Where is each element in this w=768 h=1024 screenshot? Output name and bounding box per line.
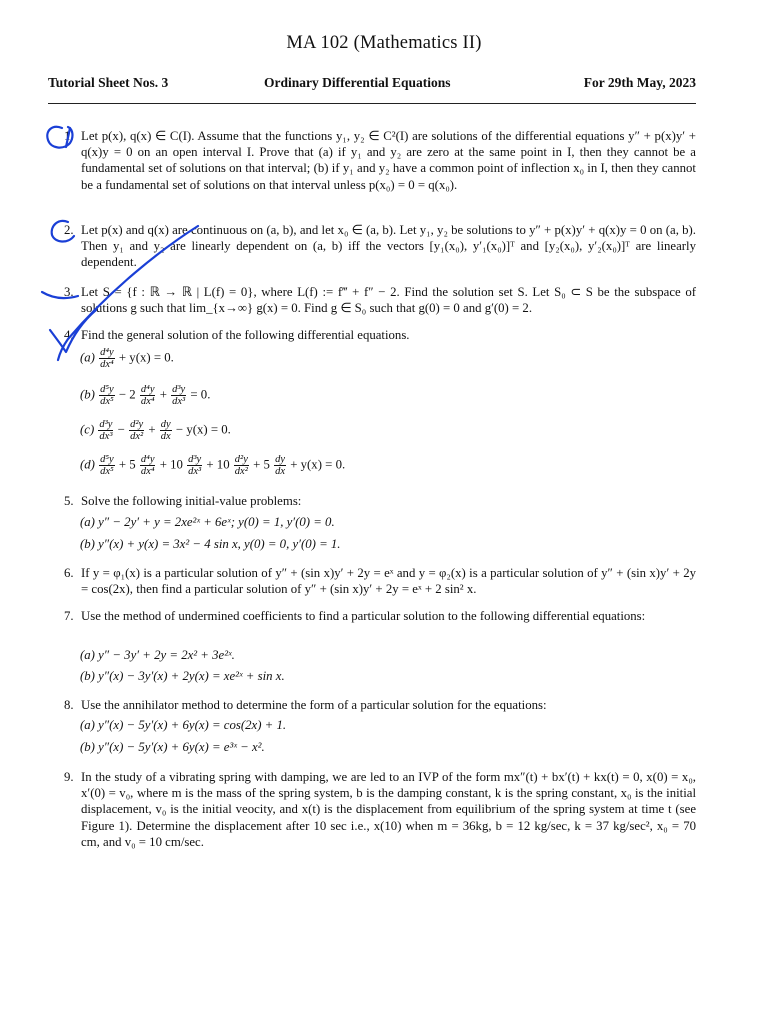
equation: y″(x) − 5y′(x) + 6y(x) = cos(2x) + 1.	[98, 718, 287, 732]
derivative-fraction: $\frac{\text{d⁴y}}{\text{dx⁴}}$	[100, 347, 114, 370]
problem-text: In the study of a vibrating spring with damping, we are led to an IVP of the form mx″(t) + bx′(t) + kx(t) = 0, x(0) = x₀, x′(0) = v₀, where m is the mass of the spring system, b is the damping constant, k is the spring constant, x₀ is the initial displacement, v₀ is the initial veocity, and x(t) is the displacement from equilibrium of the spring system at time t (see Figure 1). Determine the displacement after 10 sec i.e., x(10) when m = 36kg, b = 12 kg/sec, k = 37 kg/sec², x₀ = 70 cm, and v₀ = 10 cm/sec.	[81, 770, 696, 849]
part-label: (b)	[80, 387, 95, 402]
problem-number: 7.	[64, 609, 74, 623]
derivative-fraction: $\frac{\text{d³y}}{\text{dx³}}$	[99, 419, 113, 442]
p4-part-a	[80, 347, 174, 370]
p7-part-a	[80, 648, 235, 663]
operator: − 2	[118, 387, 136, 402]
problem-number: 3.	[64, 285, 74, 299]
header-topic: Ordinary Differential Equations	[264, 75, 451, 90]
problem-number: 6.	[64, 566, 74, 580]
problem-text: Let p(x) and q(x) are continuous on (a, b), and let x₀ ∈ (a, b). Let y₁, y₂ be solutions to y″ + p(x)y′ + q(x)y = 0 on (a, b). Then y₁ and y₂ are linearly dependent on (a, b) iff the vectors [y₁(x₀), y′₁(x₀)]ᵀ and [y₂(x₀), y′₂(x₀)]ᵀ are linearly dependent.	[81, 223, 696, 270]
equation: y″(x) − 5y′(x) + 6y(x) = e³ˣ − x².	[98, 740, 265, 754]
derivative-fraction: $\frac{\text{d²y}}{\text{dx²}}$	[130, 419, 144, 442]
problem-text: Use the method of undermined coefficients to find a particular solution to the following differential equations:	[81, 609, 646, 623]
p7-part-b	[80, 669, 285, 684]
problem-2	[64, 222, 696, 271]
problem-text: Use the annihilator method to determine the form of a particular solution for the equations:	[81, 698, 547, 712]
p8-part-b	[80, 740, 265, 755]
header-date: For 29th May, 2023	[583, 75, 696, 90]
derivative-fraction: $\frac{\text{d²y}}{\text{dx²}}$	[234, 454, 248, 477]
operator: + 5	[118, 457, 136, 472]
part-label: (c)	[80, 422, 95, 437]
problem-text: Find the general solution of the following differential equations.	[81, 328, 410, 342]
operator: −	[117, 422, 125, 437]
derivative-fraction: $\frac{\text{d⁵y}}{\text{dx⁵}}$	[100, 454, 114, 477]
part-label: (a)	[80, 515, 95, 529]
operator: + 5	[253, 457, 270, 472]
equation: y″ − 2y′ + y = 2xe²ˣ + 6eˣ; y(0) = 1, y′(0) = 0.	[98, 515, 335, 529]
equation: y″ − 3y′ + 2y = 2x² + 3e²ˣ.	[98, 648, 235, 662]
equation-rest: = 0.	[190, 387, 211, 402]
equation-rest: + y(x) = 0.	[290, 457, 346, 472]
problem-5	[64, 493, 696, 509]
problem-6	[64, 565, 696, 597]
problem-number: 2.	[64, 223, 74, 237]
part-label: (a)	[80, 718, 95, 732]
part-label: (b)	[80, 669, 95, 683]
problem-4	[64, 327, 696, 343]
problem-9	[64, 769, 696, 850]
operator: + 10	[206, 457, 230, 472]
problem-number: 1.	[64, 129, 74, 143]
problem-text: Solve the following initial-value problems:	[81, 494, 302, 508]
problem-1	[64, 128, 696, 193]
p4-part-d	[80, 454, 345, 477]
derivative-fraction: $\frac{\text{d³y}}{\text{dx³}}$	[172, 384, 186, 407]
derivative-fraction: $\frac{dy}{dx}$	[275, 454, 286, 477]
operator: + 10	[159, 457, 183, 472]
page-title: MA 102 (Mathematics II)	[286, 33, 482, 53]
problem-number: 5.	[64, 494, 74, 508]
part-label: (b)	[80, 537, 95, 551]
equation: y″(x) − 3y′(x) + 2y(x) = xe²ˣ + sin x.	[98, 669, 285, 683]
derivative-fraction: $\frac{dy}{dx}$	[160, 419, 171, 442]
problem-number: 9.	[64, 770, 74, 784]
problem-3	[64, 284, 696, 316]
problem-8	[64, 697, 696, 713]
problem-text: If y = φ₁(x) is a particular solution of y″ + (sin x)y′ + 2y = eˣ and y = φ₂(x) is a particular solution of y″ + (sin x)y′ + 2y = cos(2x), then find a particular solution of y″ + (sin x)y′ + 2y = eˣ + 2 sin² x.	[81, 566, 696, 597]
operator: +	[159, 387, 167, 402]
equation-rest: + y(x) = 0.	[118, 350, 174, 365]
part-label: (a)	[80, 648, 95, 662]
p5-part-b	[80, 537, 341, 552]
problem-text: Let p(x), q(x) ∈ C(I). Assume that the functions y₁, y₂ ∈ C²(I) are solutions of the differential equations y″ + p(x)y′ + q(x)y = 0 on an open interval I. Prove that (a) if y₁ and y₂ are zero at the same point in I, then they cannot be a fundamental set of solutions on that interval; (b) if y₁ and y₂ have a common point of inflection x₀ in I, then they cannot be a fundamental set of solutions on that interval unless p(x₀) = 0 = q(x₀).	[81, 129, 696, 192]
operator: +	[148, 422, 156, 437]
header-sheet-number: Tutorial Sheet Nos. 3	[48, 75, 169, 90]
p4-part-c	[80, 419, 231, 442]
p5-part-a	[80, 515, 335, 530]
part-label: (b)	[80, 740, 95, 754]
derivative-fraction: $\frac{\text{d⁴y}}{\text{dx⁴}}$	[140, 454, 155, 477]
problem-text: Let S = {f : ℝ → ℝ | L(f) = 0}, where L(f) := f‴ + f″ − 2. Find the solution set S. Let S₀ ⊂ S be the subspace of solutions g such that lim_{x→∞} g(x) = 0. Find g ∈ S₀ such that g(0) = 0 and g′(0) = 2.	[81, 285, 696, 316]
problem-number: 8.	[64, 698, 74, 712]
part-label: (a)	[80, 350, 95, 365]
derivative-fraction: $\frac{\text{d⁴y}}{\text{dx⁴}}$	[140, 384, 155, 407]
equation: y″(x) + y(x) = 3x² − 4 sin x, y(0) = 0, y′(0) = 1.	[98, 537, 341, 551]
p8-part-a	[80, 718, 286, 733]
part-label: (d)	[80, 457, 95, 472]
derivative-fraction: $\frac{\text{d³y}}{\text{dx³}}$	[188, 454, 202, 477]
header-rule	[48, 103, 696, 104]
problem-7	[64, 608, 696, 624]
equation-rest: − y(x) = 0.	[175, 422, 231, 437]
p4-part-b	[80, 384, 210, 407]
derivative-fraction: $\frac{\text{d⁵y}}{\text{dx⁵}}$	[100, 384, 114, 407]
problem-number: 4.	[64, 328, 74, 342]
